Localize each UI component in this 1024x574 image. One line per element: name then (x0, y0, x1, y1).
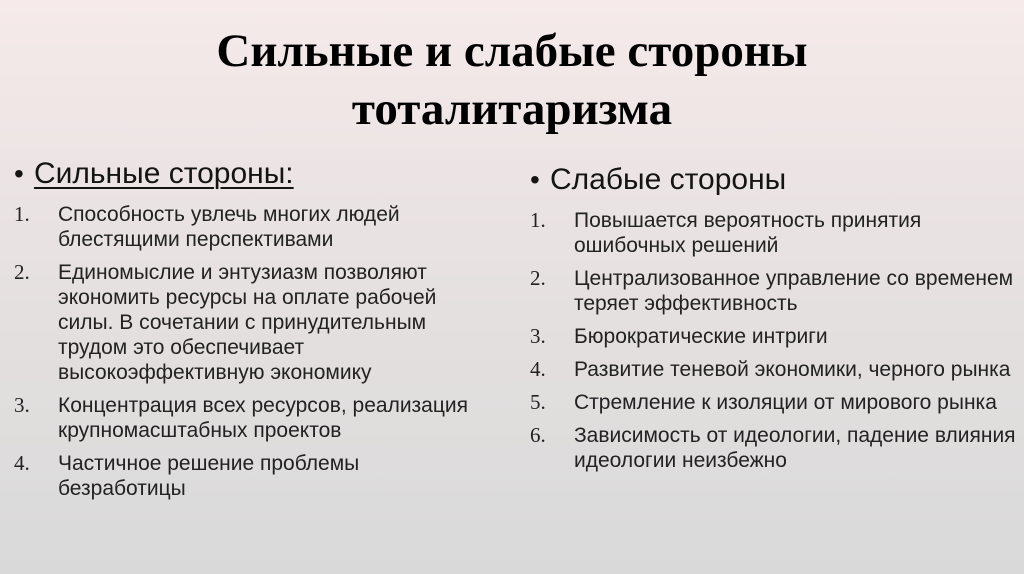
weakness-item (530, 390, 1016, 415)
weaknesses-heading-text: Слабые стороны (550, 163, 787, 196)
weaknesses-heading (530, 160, 1016, 202)
bullet-icon: • (14, 158, 24, 189)
item-number: 5. (530, 390, 546, 414)
weakness-item (530, 266, 1016, 316)
item-text: Концентрация всех ресурсов, реализация крупномасштабных проектов (58, 394, 468, 442)
strength-item (14, 451, 492, 501)
item-text: Развитие теневой экономики, черного рынка (574, 358, 1011, 381)
item-text: Способность увлечь многих людей блестящими перспективами (58, 203, 400, 251)
weakness-item (530, 208, 1016, 258)
item-number: 4. (530, 357, 546, 381)
item-number: 4. (14, 451, 30, 475)
strengths-column (14, 154, 492, 509)
strengths-heading-text: Сильные стороны: (34, 157, 294, 190)
item-number: 2. (14, 260, 30, 284)
item-text: Бюрократические интриги (574, 325, 828, 348)
item-number: 3. (530, 324, 546, 348)
strengths-heading (14, 154, 492, 196)
item-text: Централизованное управление со временем теряет эффективность (574, 267, 1014, 315)
item-text: Единомыслие и энтузиазм позволяют экономить ресурсы на оплате рабочей силы. В сочетании с принудительным трудом это обеспечивает высокоэффективную экономику (58, 261, 437, 384)
item-text: Зависимость от идеологии, падение влияния идеологии неизбежно (574, 424, 1016, 472)
slide-title-line-2: тоталитаризма (351, 83, 673, 135)
strength-item (14, 202, 492, 252)
weakness-item (530, 324, 1016, 349)
item-number: 3. (14, 393, 30, 417)
weaknesses-column (530, 154, 1016, 481)
slide-title (0, 22, 1024, 138)
strength-item (14, 260, 492, 385)
item-number: 2. (530, 266, 546, 290)
strength-item (14, 393, 492, 443)
weakness-item (530, 423, 1016, 473)
item-number: 1. (14, 202, 30, 226)
item-number: 6. (530, 423, 546, 447)
weaknesses-list (530, 208, 1016, 473)
strengths-list (14, 202, 492, 501)
weakness-item (530, 357, 1016, 382)
bullet-icon: • (530, 164, 540, 195)
item-number: 1. (530, 208, 546, 232)
item-text: Частичное решение проблемы безработицы (58, 452, 360, 500)
item-text: Повышается вероятность принятия ошибочных решений (574, 209, 922, 257)
item-text: Стремление к изоляции от мирового рынка (574, 391, 997, 414)
slide-title-line-1: Сильные и слабые стороны (216, 25, 808, 77)
